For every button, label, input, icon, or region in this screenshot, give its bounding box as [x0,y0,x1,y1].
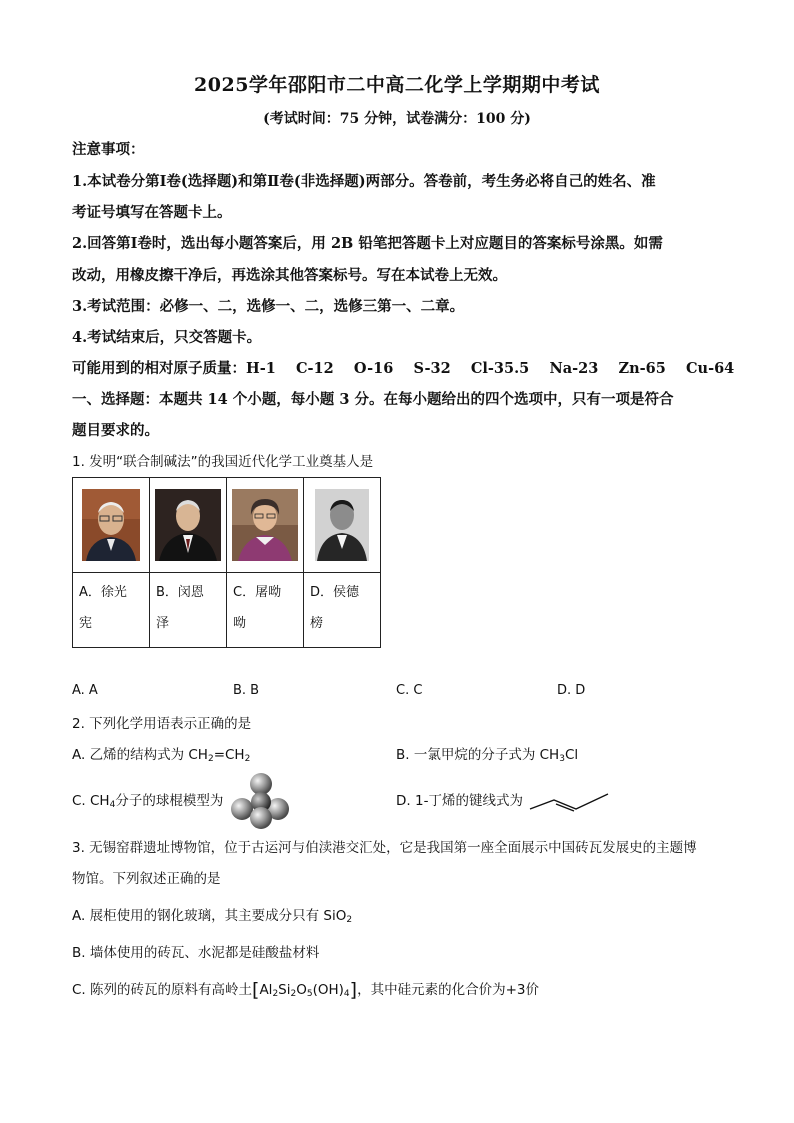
q3-formula-al: Al [259,982,273,998]
q2-c-suffix: 分子的球棍模型为 [115,793,224,809]
methane-ball-stick-model-icon [228,771,292,831]
q3-stem-line-1: 3. 无锡窑群遗址博物馆，位于古运河与伯渎港交汇处，它是我国第一座全面展示中国砖瓦发展史的主题博 [72,840,697,856]
note-4: 4.考试结束后，只交答题卡。 [72,329,262,346]
atomic-masses: 可能用到的相对原子质量：H-1 C-12 O-16 S-32 Cl-35.5 Na-23 Zn-65 Cu-64 [72,360,735,377]
q3-a-text: A. 展柜使用的钢化玻璃，其主要成分只有 SiO [72,908,347,924]
q3-option-a [72,906,352,930]
q1-photo-b [150,478,227,573]
portrait-a-icon [82,489,140,561]
notes-heading: 注意事项： [72,141,145,158]
q1-option-d: D. D [557,683,586,698]
q3-sub-o: 5 [306,989,313,999]
q2-a-mid: =CH [213,747,245,763]
q3-sub-oh: 4 [343,989,350,999]
q1-cell-b [150,573,227,648]
q2-stem: 2. 下列化学用语表示正确的是 [72,716,252,732]
note-2-line-2: 改动，用橡皮擦干净后，再选涂其他答案标号。写在本试卷上无效。 [72,267,507,284]
q1-option-c: C. C [396,683,423,698]
q1-cell-b-line-1: B．闵恩 [156,585,204,600]
q3-stem-line-2: 物馆。下列叙述正确的是 [72,871,221,887]
q1-cell-c [227,573,304,648]
note-1-line-2: 考证号填写在答题卡上。 [72,204,232,221]
q3-option-b: B. 墙体使用的砖瓦、水泥都是硅酸盐材料 [72,945,320,961]
q3-formula-o: O [296,982,307,998]
q3-c-suffix: ，其中硅元素的化合价为+3价 [357,982,539,998]
q3-bracket-right: ] [349,979,358,1001]
q2-option-d: D. 1-丁烯的键线式为 [396,793,523,809]
q1-photo-a [73,478,150,573]
exam-subtitle: (考试时间：75 分钟，试卷满分：100 分) [263,111,531,127]
q2-a-sub-2: 2 [244,754,251,764]
q2-option-b [396,745,578,769]
q3-c-prefix: C. 陈列的砖瓦的原料有高岭土 [72,982,253,998]
note-2-line-1: 2.回答第Ⅰ卷时，选出每小题答案后，用 2B 铅笔把答题卡上对应题目的答案标号涂黑。如需 [72,235,663,252]
q3-option-c [72,980,539,1004]
q3-formula-si: Si [278,982,291,998]
note-1-line-1: 1.本试卷分第Ⅰ卷(选择题)和第Ⅱ卷(非选择题)两部分。答卷前，考生务必将自己的姓名、准 [72,173,656,190]
q3-a-sub: 2 [346,915,353,925]
q2-b-sub: 3 [559,754,565,764]
q1-photo-d [304,478,381,573]
butene-skeletal-formula-icon [528,790,610,812]
q1-portrait-table [72,477,381,648]
q1-cell-a-line-2: 宪 [79,616,93,631]
q1-cell-a [73,573,150,648]
q1-option-a: A. A [72,683,98,698]
q1-cell-d-line-1: D．侯德 [310,585,360,600]
q1-cell-a-line-1: A．徐光 [79,585,127,600]
q1-cell-d [304,573,381,648]
q1-cell-b-line-2: 泽 [156,616,170,631]
section-1-line-1: 一、选择题：本题共 14 个小题，每小题 3 分。在每小题给出的四个选项中，只有一项是符合 [72,391,674,408]
q1-option-b: B. B [233,683,260,698]
q1-stem: 1. 发明“联合制碱法”的我国近代化学工业奠基人是 [72,454,374,470]
q3-sub-al: 2 [272,989,279,999]
portrait-d-icon [315,489,369,561]
section-1-line-2: 题目要求的。 [72,422,159,439]
q3-sub-si: 2 [290,989,297,999]
q2-c-sub: 4 [109,800,116,810]
q3-bracket-left: [ [252,979,260,1001]
q2-option-a [72,745,250,769]
q1-cell-c-line-2: 呦 [233,616,247,631]
q1-photo-c [227,478,304,573]
q2-b-prefix: B. 一氯甲烷的分子式为 CH [396,747,560,763]
portrait-b-icon [155,489,221,561]
q2-c-prefix: C. CH [72,793,110,809]
q2-a-prefix: A. 乙烯的结构式为 CH [72,747,208,763]
note-3: 3.考试范围：必修一、二，选修一、二，选修三第一、二章。 [72,298,465,315]
q3-formula-oh: (OH) [312,982,344,998]
q1-cell-d-line-2: 榜 [310,616,324,631]
q2-a-sub-1: 2 [207,754,214,764]
q1-cell-c-line-1: C．屠呦 [233,585,282,600]
q2-b-suffix: Cl [564,747,579,763]
portrait-c-icon [232,489,298,561]
q2-option-c [72,791,223,815]
exam-title: 2025学年邵阳市二中高二化学上学期期中考试 [194,74,600,96]
